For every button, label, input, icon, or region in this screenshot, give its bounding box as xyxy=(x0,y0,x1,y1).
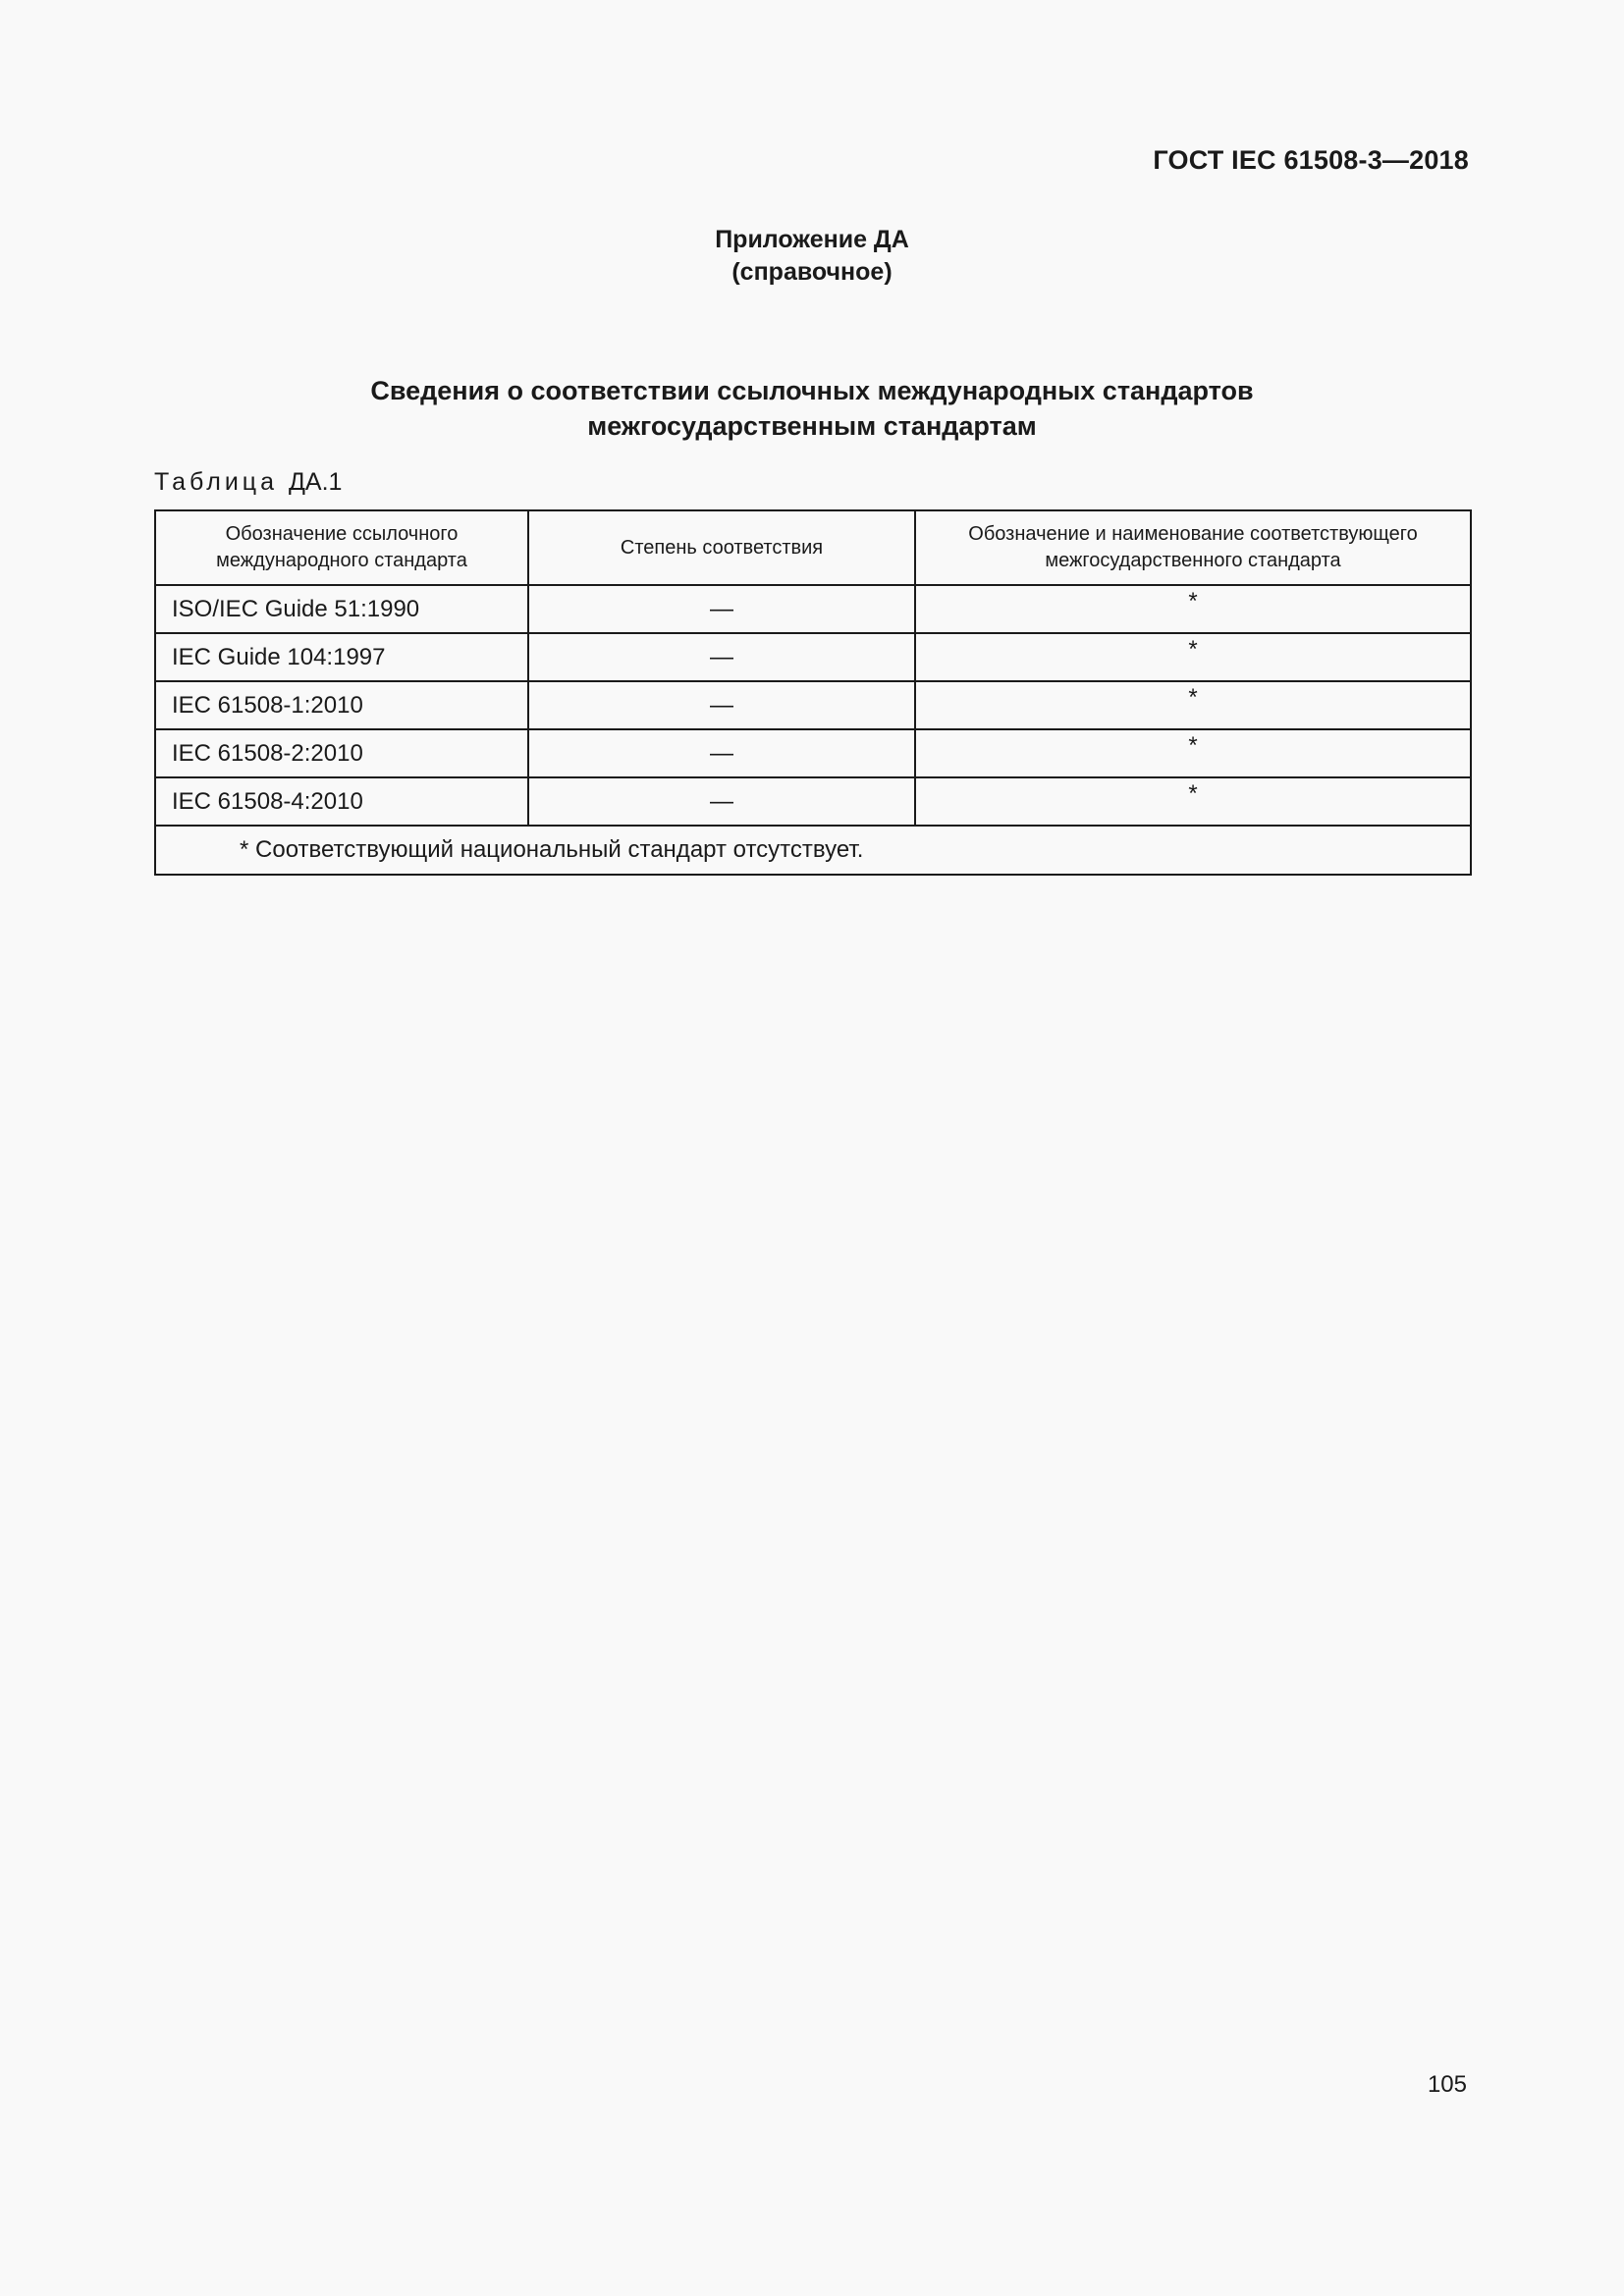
document-code: ГОСТ IEC 61508-3—2018 xyxy=(1153,145,1469,175)
cell-gost xyxy=(915,633,1471,681)
table-footnote-row xyxy=(155,826,1471,875)
table-caption-word: Таблица xyxy=(154,468,279,496)
cell-gost xyxy=(915,585,1471,633)
cell-standard: IEC 61508-2:2010 xyxy=(155,729,528,777)
cell-degree: — xyxy=(528,681,915,729)
cell-gost xyxy=(915,729,1471,777)
cell-gost-value: * xyxy=(1188,587,1198,614)
standards-table xyxy=(154,509,1472,876)
appendix-heading xyxy=(0,224,1624,289)
cell-standard: IEC 61508-4:2010 xyxy=(155,777,528,826)
cell-gost-value: * xyxy=(1188,779,1198,807)
header-interstate-standard-line-2: межгосударственного стандарта xyxy=(1045,550,1341,571)
cell-standard: IEC Guide 104:1997 xyxy=(155,633,528,681)
table-row xyxy=(155,729,1471,777)
table-row xyxy=(155,777,1471,826)
header-interstate-standard xyxy=(915,510,1471,585)
cell-standard: IEC 61508-1:2010 xyxy=(155,681,528,729)
cell-gost-value: * xyxy=(1188,731,1198,759)
header-degree-of-conformity-line-1: Степень соответствия xyxy=(620,536,824,559)
header-degree-of-conformity xyxy=(528,510,915,585)
cell-degree: — xyxy=(528,729,915,777)
section-title-line-1: Сведения о соответствии ссылочных международных стандартов xyxy=(370,376,1254,405)
table-row xyxy=(155,681,1471,729)
cell-gost-value: * xyxy=(1188,683,1198,711)
cell-gost-value: * xyxy=(1188,635,1198,663)
table-caption-number: ДА.1 xyxy=(288,468,343,496)
page-number: 105 xyxy=(1427,2071,1467,2098)
cell-standard: ISO/IEC Guide 51:1990 xyxy=(155,585,528,633)
table-header-row xyxy=(155,510,1471,585)
header-reference-standard-line-2: международного стандарта xyxy=(216,550,467,571)
cell-degree: — xyxy=(528,585,915,633)
header-reference-standard xyxy=(155,510,528,585)
header-interstate-standard-line-1: Обозначение и наименование соответствующего xyxy=(968,523,1418,545)
appendix-title: Приложение ДА xyxy=(715,226,909,253)
table-caption xyxy=(154,468,342,497)
cell-gost xyxy=(915,777,1471,826)
table-row xyxy=(155,633,1471,681)
cell-degree: — xyxy=(528,777,915,826)
appendix-type: (справочное) xyxy=(731,258,893,286)
table-row xyxy=(155,585,1471,633)
cell-gost xyxy=(915,681,1471,729)
cell-degree: — xyxy=(528,633,915,681)
header-reference-standard-line-1: Обозначение ссылочного xyxy=(225,523,459,545)
section-title xyxy=(0,373,1624,444)
table-footnote: * Соответствующий национальный стандарт отсутствует. xyxy=(155,826,1471,875)
section-title-line-2: межгосударственным стандартам xyxy=(587,411,1037,441)
